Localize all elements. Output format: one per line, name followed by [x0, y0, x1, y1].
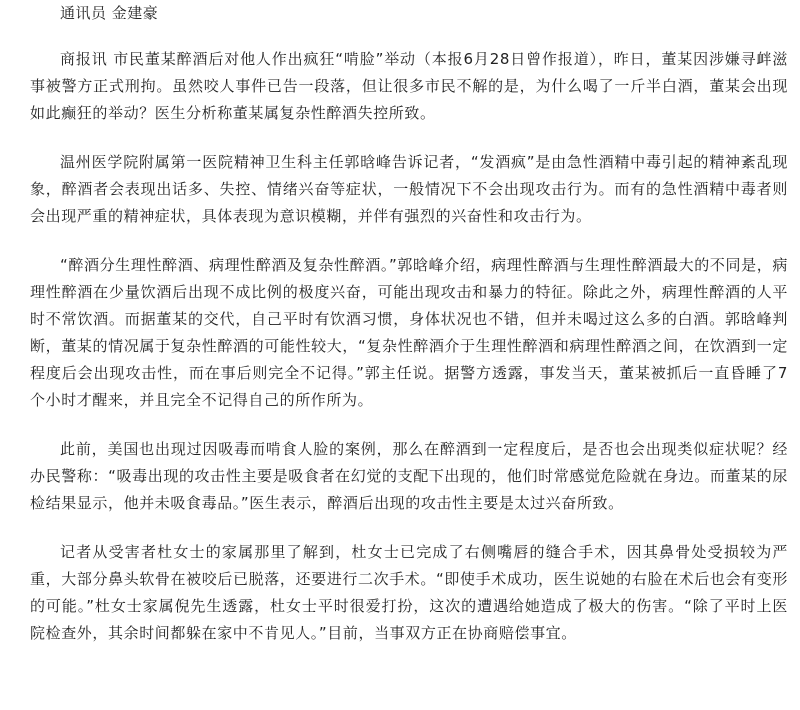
article-paragraph-3: “醉酒分生理性醉酒、病理性醉酒及复杂性醉酒。”郭晗峰介绍，病理性醉酒与生理性醉酒最大的不同是，病理性醉酒在少量饮酒后出现不成比例的极度兴奋，可能出现攻击和暴力的特征。除此之外，病理性醉酒的人平时不常饮酒。而据董某的交代，自己平时有饮酒习惯，身体状况也不错，但并未喝过这么多的白酒。郭晗峰判断，董某的情况属于复杂性醉酒的可能性较大，“复杂性醉酒介于生理性醉酒和病理性醉酒之间，在饮酒到一定程度后会出现攻击性，而在事后则完全不记得。”郭主任说。据警方透露，事发当天，董某被抓后一直昏睡了7个小时才醒来，并且完全不记得自己的所作所为。 [30, 256, 788, 409]
byline: 通讯员 金建豪 [60, 4, 159, 22]
article-paragraph-4: 此前，美国也出现过因吸毒而啃食人脸的案例，那么在醉酒到一定程度后，是否也会出现类似症状呢？经办民警称：“吸毒出现的攻击性主要是吸食者在幻觉的支配下出现的，他们时常感觉危险就在身边。而董某的尿检结果显示，他并未吸食毒品。”医生表示，醉酒后出现的攻击性主要是太过兴奋所致。 [30, 440, 788, 512]
article-paragraph-2: 温州医学院附属第一医院精神卫生科主任郭晗峰告诉记者，“发酒疯”是由急性酒精中毒引起的精神紊乱现象，醉酒者会表现出话多、失控、情绪兴奋等症状，一般情况下不会出现攻击行为。而有的急性酒精中毒者则会出现严重的精神症状，具体表现为意识模糊，并伴有强烈的兴奋性和攻击行为。 [30, 153, 788, 225]
news-article [30, 0, 788, 647]
article-paragraph-1: 商报讯 市民董某醉酒后对他人作出疯狂“啃脸”举动（本报6月28日曾作报道），昨日，董某因涉嫌寻衅滋事被警方正式刑拘。虽然咬人事件已告一段落，但让很多市民不解的是，为什么喝了一斤半白酒，董某会出现如此癫狂的举动？医生分析称董某属复杂性醉酒失控所致。 [30, 50, 788, 122]
article-paragraph-5: 记者从受害者杜女士的家属那里了解到，杜女士已完成了右侧嘴唇的缝合手术，因其鼻骨处受损较为严重，大部分鼻头软骨在被咬后已脱落，还要进行二次手术。“即使手术成功，医生说她的右脸在术后也会有变形的可能。”杜女士家属倪先生透露，杜女士平时很爱打扮，这次的遭遇给她造成了极大的伤害。“除了平时上医院检查外，其余时间都躲在家中不肯见人。”目前，当事双方正在协商赔偿事宜。 [30, 543, 788, 642]
